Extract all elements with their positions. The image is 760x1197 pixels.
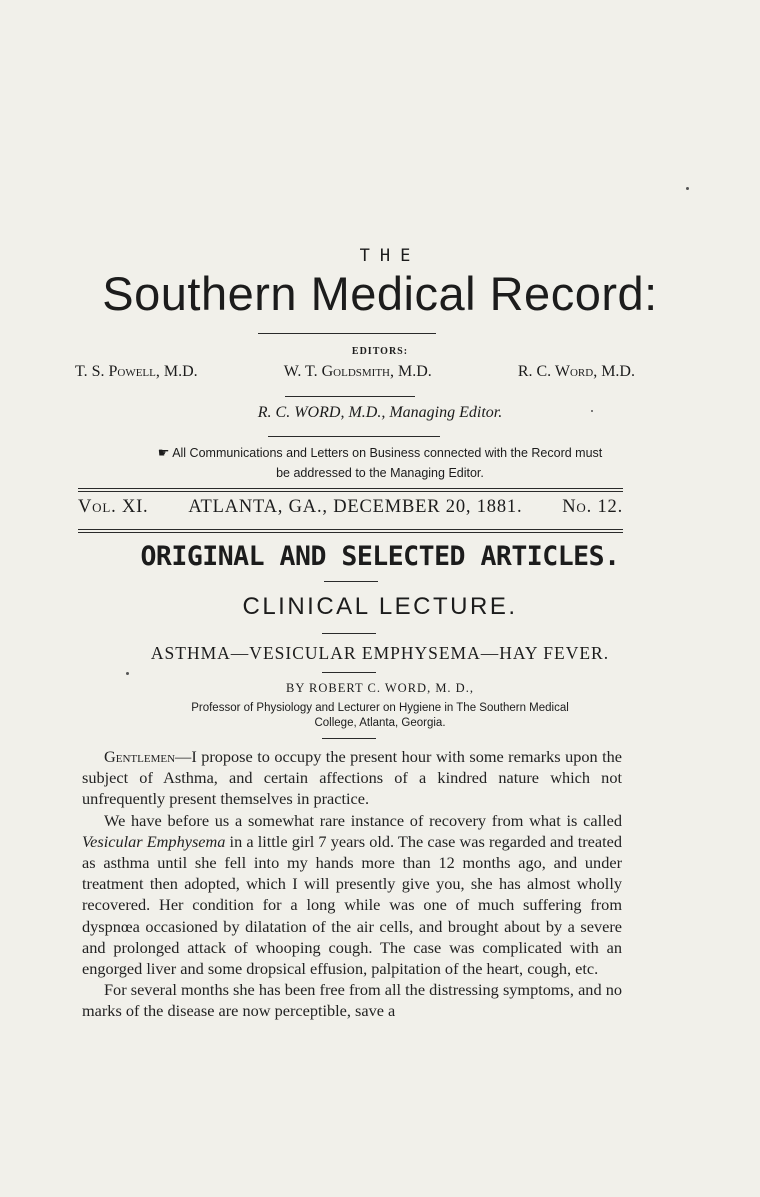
volume-number: Vol. XI.	[78, 497, 149, 517]
paragraph-text: For several months she has been free from all the distressing symptoms, and no marks of the disease are now perceptible, save a	[82, 980, 622, 1021]
issue-number: No. 12.	[562, 497, 623, 517]
journal-title: Southern Medical Record:	[102, 267, 658, 320]
paper-speck	[126, 672, 129, 675]
divider	[78, 491, 623, 492]
paragraph-text: in a little girl 7 years old. The case was regarded and treated as asthma until she fell into my hands more than 12 months ago, and under treatment then adopted, which I will presently give you, she has almost wholly recovered. Her condition for a long while was one of much suffering from dyspnœa occasioned by dilatation of the air cells, and brought about by a severe and prolonged attack of whooping cough. The case was complicated with an engorged liver and some dropsical effusion, palpitation of the heart, cough, etc.	[82, 831, 622, 979]
affiliation-line-2: College, Atlanta, Georgia.	[314, 717, 446, 729]
notice-text-2: be addressed to the Managing Editor.	[276, 466, 484, 480]
divider	[258, 333, 436, 334]
pointing-hand-icon: ☛	[157, 445, 170, 460]
affiliation-line-1: Professor of Physiology and Lecturer on Hygiene in The Southern Medical	[191, 702, 569, 714]
divider	[78, 529, 623, 530]
paragraph-text: We have before us a somewhat rare instance of recovery from what is called	[104, 810, 622, 830]
divider	[322, 738, 376, 739]
business-notice	[0, 443, 760, 483]
author-byline: BY ROBERT C. WORD, M. D.,	[286, 681, 474, 695]
masthead-the: THE	[359, 246, 421, 266]
managing-editor: R. C. WORD, M.D., Managing Editor.	[257, 404, 503, 421]
paper-speck	[591, 410, 593, 412]
paragraph	[82, 746, 622, 810]
editor-name: R. C. Word, M.D.	[517, 363, 635, 380]
article-subject: ASTHMA—VESICULAR EMPHYSEMA—HAY FEVER.	[150, 643, 610, 663]
divider	[322, 633, 376, 634]
lead-word: Gentlemen	[104, 747, 176, 766]
emphasis-term: Vesicular Emphysema	[82, 831, 226, 851]
paragraph	[82, 979, 622, 1021]
notice-text-1: All Communications and Letters on Business connected with the Record must	[172, 446, 603, 460]
paragraph	[82, 810, 622, 980]
editor-name: W. T. Goldsmith, M.D.	[283, 363, 432, 380]
issue-line	[78, 497, 623, 518]
paragraph-text: —I propose to occupy the present hour with some remarks upon the subject of Asthma, and certain affections of a kindred nature which not unfrequently present themselves in practice.	[82, 747, 622, 809]
divider	[268, 436, 440, 437]
author-affiliation	[0, 701, 760, 731]
section-title: ORIGINAL AND SELECTED ARTICLES.	[140, 541, 620, 572]
divider	[78, 488, 623, 489]
notice-line-1	[0, 443, 760, 463]
paper-speck	[686, 187, 689, 190]
editor-name: T. S. Powell, M.D.	[75, 363, 198, 380]
divider	[322, 672, 376, 673]
divider	[324, 581, 378, 582]
divider	[285, 396, 415, 397]
divider	[78, 532, 623, 533]
editors-list	[75, 363, 635, 381]
article-heading: CLINICAL LECTURE.	[242, 593, 518, 620]
editors-label: EDITORS:	[351, 346, 409, 357]
issue-place-date: ATLANTA, GA., DECEMBER 20, 1881.	[188, 497, 523, 517]
article-body	[82, 746, 622, 1022]
